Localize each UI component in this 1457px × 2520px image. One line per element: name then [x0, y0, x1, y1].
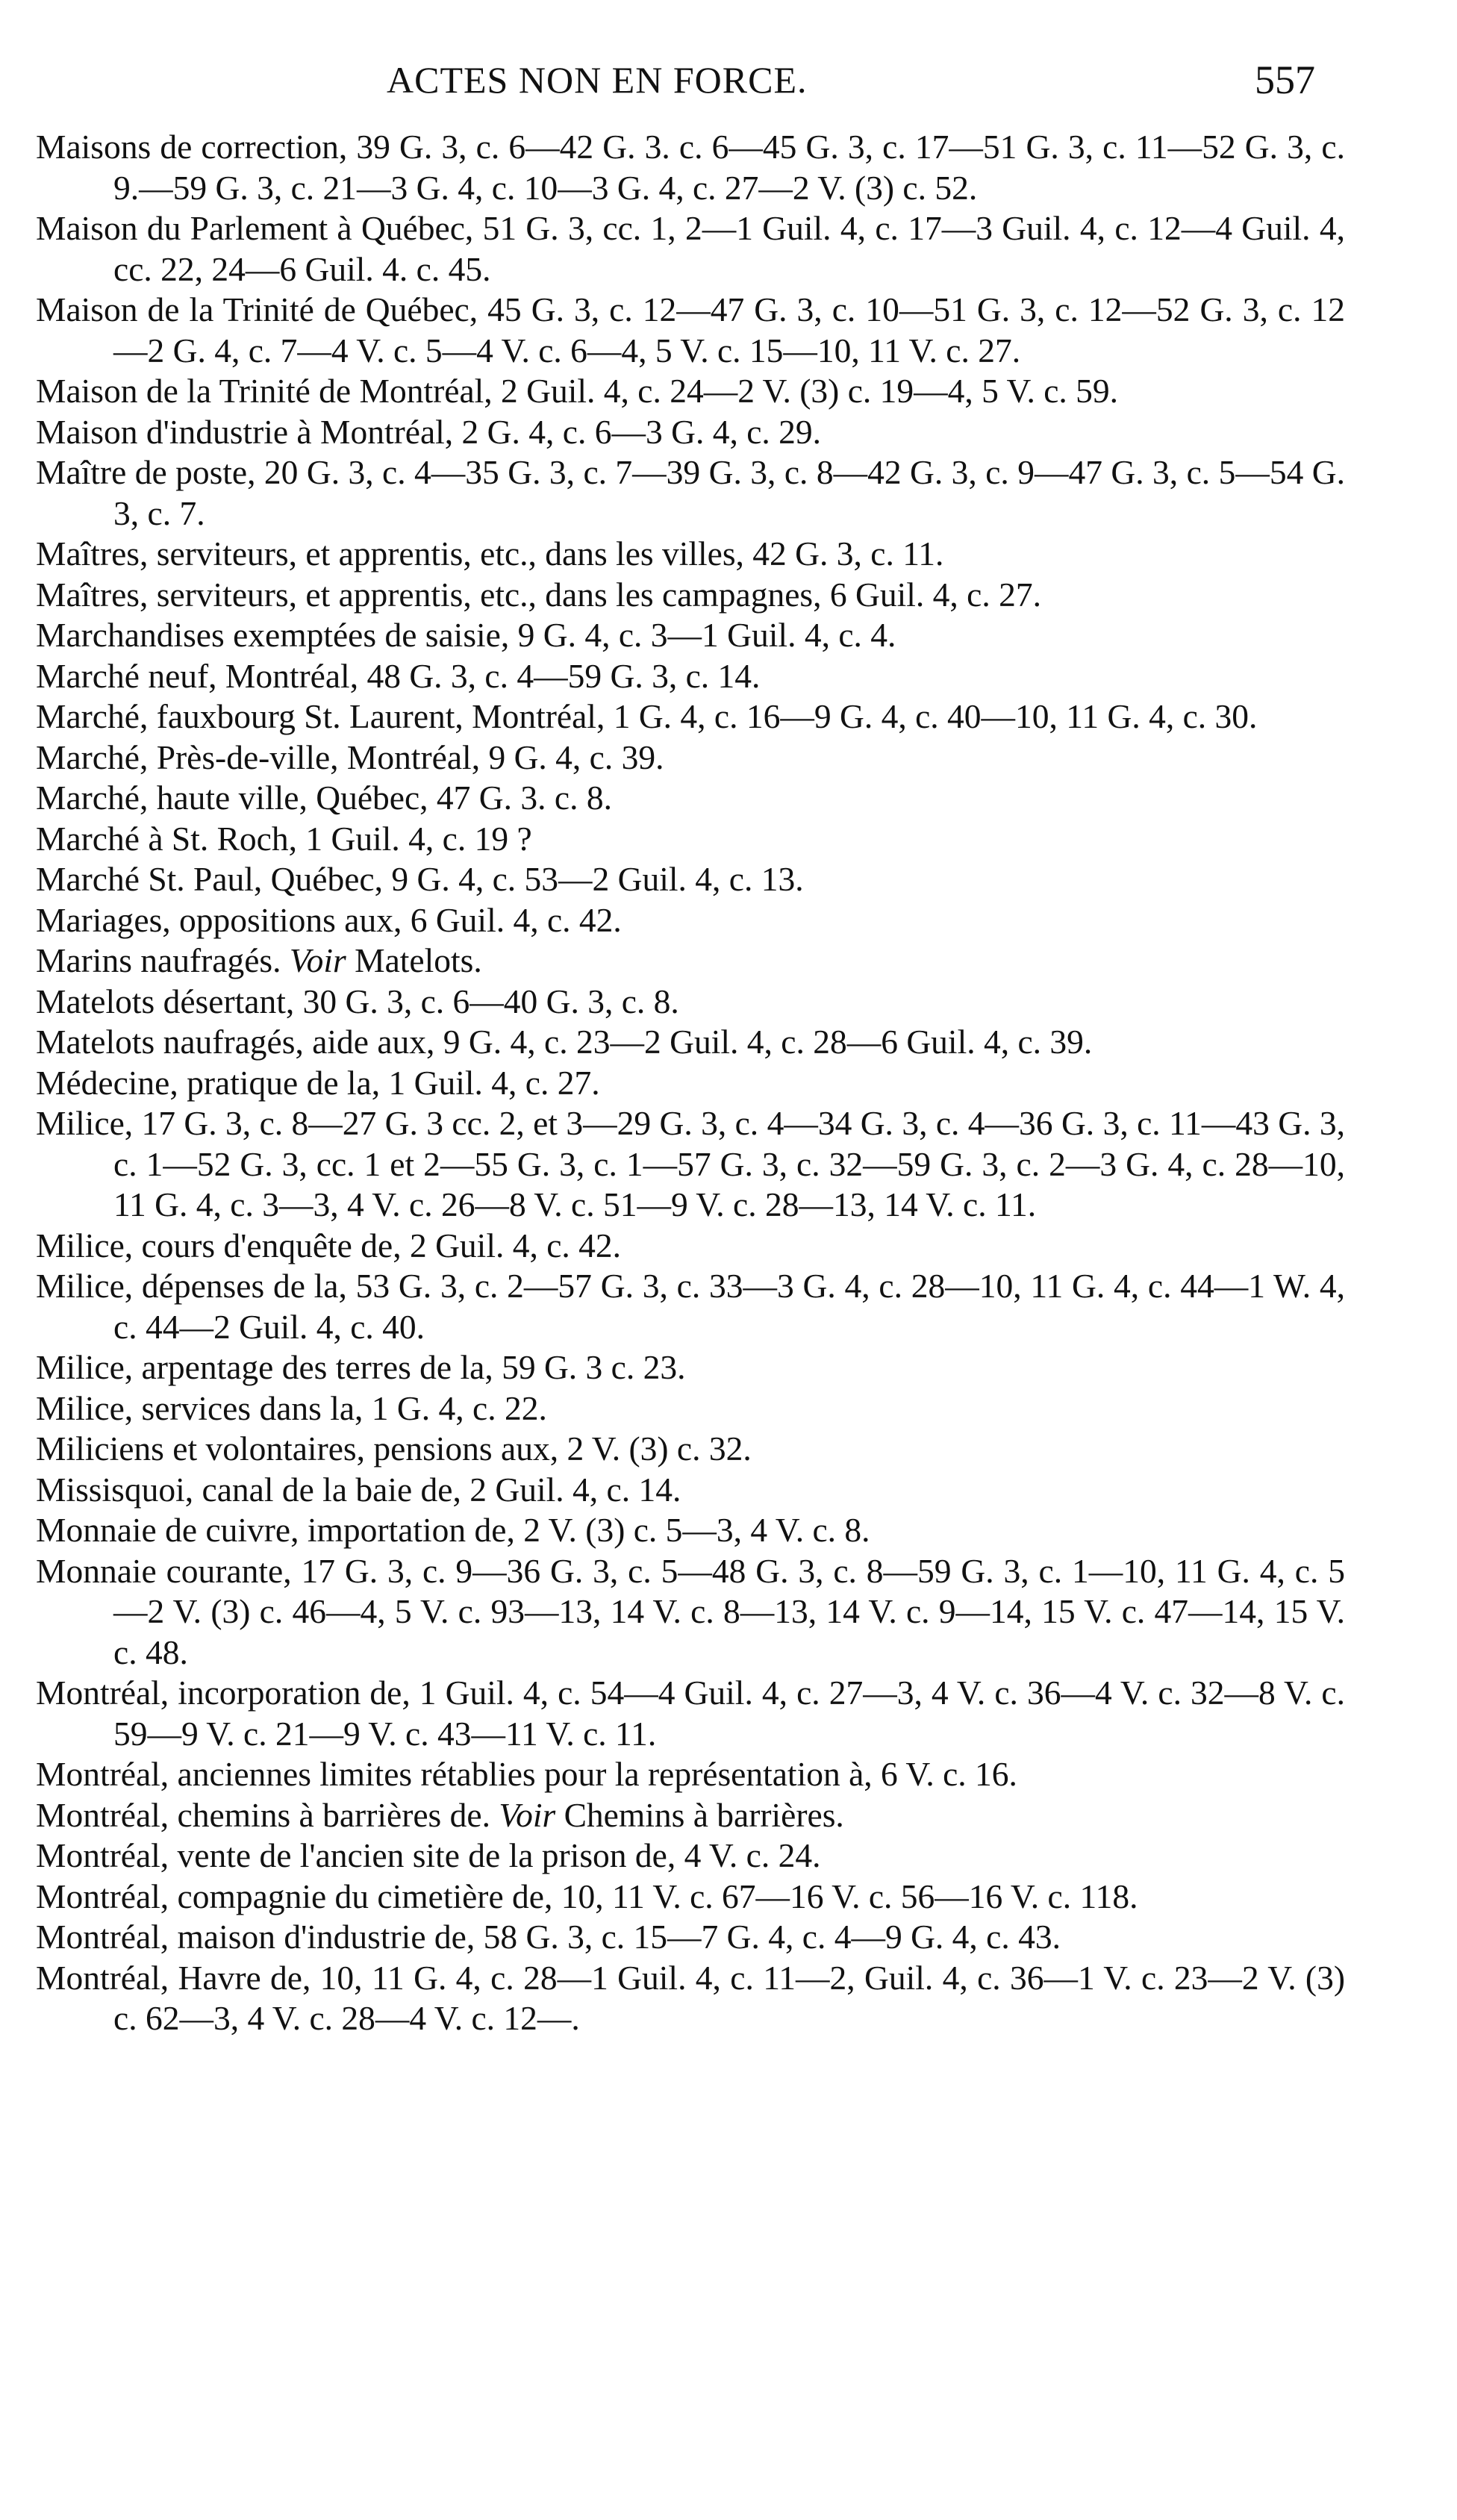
- index-entry: [36, 1510, 1345, 1551]
- index-entry: [36, 1429, 1345, 1470]
- index-entry-text: Marché neuf, Montréal, 48 G. 3, c. 4—59 G. 3, c. 14.: [36, 656, 761, 695]
- index-entry: [36, 900, 1345, 941]
- index-entry-text: Maisons de correction, 39 G. 3, c. 6—42 G. 3. c. 6—45 G. 3, c. 17—51 G. 3, c. 11—52 G. 3, c. 9.—59 G. 3, c. 21—3 G. 4, c. 10—3 G. 4, c. 27—2 V. (3) c. 52.: [36, 128, 1345, 207]
- index-entry-text: Marché, fauxbourg St. Laurent, Montréal, 1 G. 4, c. 16—9 G. 4, c. 40—10, 11 G. 4, c. 30.: [36, 697, 1258, 735]
- running-header: [36, 45, 1345, 127]
- index-entry-text: Missisquoi, canal de la baie de, 2 Guil. 4, c. 14.: [36, 1470, 681, 1509]
- index-entry: [36, 1877, 1345, 1918]
- index-entry: [36, 1836, 1345, 1877]
- index-entry-text: Maison du Parlement à Québec, 51 G. 3, cc. 1, 2—1 Guil. 4, c. 17—3 Guil. 4, c. 12—4 Guil. 4, cc. 22, 24—6 Guil. 4. c. 45.: [36, 209, 1345, 288]
- index-entry: [36, 452, 1345, 534]
- index-entry-text: Milice, 17 G. 3, c. 8—27 G. 3 cc. 2, et 3—29 G. 3, c. 4—34 G. 3, c. 4—36 G. 3, c. 11—43 G. 3, c. 1—52 G. 3, cc. 1 et 2—55 G. 3, c. 1—57 G. 3, c. 32—59 G. 3, c. 2—3 G. 4, c. 28—10, 11 G. 4, c. 3—3, 4 V. c. 26—8 V. c. 51—9 V. c. 28—13, 14 V. c. 11.: [36, 1104, 1345, 1223]
- index-entry: [36, 615, 1345, 656]
- index-entry-text: Maison d'industrie à Montréal, 2 G. 4, c. 6—3 G. 4, c. 29.: [36, 412, 822, 451]
- index-entry: [36, 1917, 1345, 1958]
- index-entry-text: Marins naufragés.: [36, 941, 281, 979]
- index-entry-text: Maîtres, serviteurs, et apprentis, etc., dans les campagnes, 6 Guil. 4, c. 27.: [36, 575, 1041, 614]
- index-entry: [36, 656, 1345, 697]
- index-entry-text: Monnaie de cuivre, importation de, 2 V. (3) c. 5—3, 4 V. c. 8.: [36, 1511, 870, 1549]
- see-reference-target: Chemins à barrières.: [564, 1795, 844, 1834]
- see-reference-label: Voir: [289, 941, 346, 979]
- index-entry-text: Montréal, chemins à barrières de.: [36, 1795, 490, 1834]
- index-entry: [36, 982, 1345, 1023]
- index-entry: [36, 1551, 1345, 1674]
- index-entry-text: Médecine, pratique de la, 1 Guil. 4, c. 27.: [36, 1063, 600, 1102]
- index-entry-text: Mariages, oppositions aux, 6 Guil. 4, c. 42.: [36, 900, 622, 939]
- index-entry: [36, 1022, 1345, 1063]
- index-entry-text: Montréal, anciennes limites rétablies pour la représentation à, 6 V. c. 16.: [36, 1755, 1017, 1793]
- index-entry: [36, 941, 1345, 982]
- index-entry-text: Montréal, vente de l'ancien site de la prison de, 4 V. c. 24.: [36, 1836, 821, 1874]
- index-entry: [36, 208, 1345, 290]
- index-entry: [36, 1063, 1345, 1104]
- see-reference-label: Voir: [499, 1795, 556, 1834]
- running-title: ACTES NON EN FORCE.: [387, 59, 808, 101]
- index-entry-text: Miliciens et volontaires, pensions aux, 2 V. (3) c. 32.: [36, 1429, 752, 1468]
- index-entry-list: [36, 127, 1345, 2039]
- index-entry: [36, 412, 1345, 453]
- index-entry-text: Matelots naufragés, aide aux, 9 G. 4, c. 23—2 Guil. 4, c. 28—6 Guil. 4, c. 39.: [36, 1023, 1093, 1061]
- index-entry-text: Marché, haute ville, Québec, 47 G. 3. c. 8.: [36, 779, 612, 817]
- index-entry: [36, 1347, 1345, 1388]
- index-entry: [36, 1795, 1345, 1836]
- index-entry: [36, 1958, 1345, 2039]
- index-entry: [36, 819, 1345, 860]
- index-entry: [36, 1266, 1345, 1347]
- index-entry-text: Montréal, Havre de, 10, 11 G. 4, c. 28—1 Guil. 4, c. 11—2, Guil. 4, c. 36—1 V. c. 23—2 V. (3) c. 62—3, 4 V. c. 28—4 V. c. 12—.: [36, 1958, 1345, 2037]
- index-entry: [36, 778, 1345, 819]
- index-entry-text: Marché St. Paul, Québec, 9 G. 4, c. 53—2 Guil. 4, c. 13.: [36, 860, 804, 898]
- index-entry: [36, 534, 1345, 575]
- see-reference-target: Matelots.: [355, 941, 482, 979]
- index-entry-text: Marchandises exemptées de saisie, 9 G. 4, c. 3—1 Guil. 4, c. 4.: [36, 616, 896, 654]
- index-entry: [36, 737, 1345, 779]
- index-entry-text: Marché, Près-de-ville, Montréal, 9 G. 4, c. 39.: [36, 737, 664, 776]
- index-entry: [36, 1470, 1345, 1511]
- index-entry-text: Maîtres, serviteurs, et apprentis, etc., dans les villes, 42 G. 3, c. 11.: [36, 534, 944, 573]
- index-entry-text: Marché à St. Roch, 1 Guil. 4, c. 19 ?: [36, 819, 532, 858]
- index-entry-text: Matelots désertant, 30 G. 3, c. 6—40 G. 3, c. 8.: [36, 982, 679, 1020]
- index-entry: [36, 696, 1345, 737]
- index-entry: [36, 1754, 1345, 1795]
- index-entry: [36, 1673, 1345, 1754]
- index-entry-text: Monnaie courante, 17 G. 3, c. 9—36 G. 3, c. 5—48 G. 3, c. 8—59 G. 3, c. 1—10, 11 G. 4, c. 5—2 V. (3) c. 46—4, 5 V. c. 93—13, 14 V. c. 8—13, 14 V. c. 9—14, 15 V. c. 47—14, 15 V. c. 48.: [36, 1551, 1345, 1671]
- index-entry-text: Maison de la Trinité de Québec, 45 G. 3, c. 12—47 G. 3, c. 10—51 G. 3, c. 12—52 G. 3, c. 12—2 G. 4, c. 7—4 V. c. 5—4 V. c. 6—4, 5 V. c. 15—10, 11 V. c. 27.: [36, 290, 1345, 369]
- index-entry: [36, 127, 1345, 208]
- index-entry: [36, 859, 1345, 900]
- index-entry-text: Montréal, incorporation de, 1 Guil. 4, c. 54—4 Guil. 4, c. 27—3, 4 V. c. 36—4 V. c. 32—8 V. c. 59—9 V. c. 21—9 V. c. 43—11 V. c. 11.: [36, 1674, 1345, 1753]
- index-entry-text: Maître de poste, 20 G. 3, c. 4—35 G. 3, c. 7—39 G. 3, c. 8—42 G. 3, c. 9—47 G. 3, c. 5—54 G. 3, c. 7.: [36, 453, 1345, 532]
- index-entry: [36, 290, 1345, 371]
- index-entry: [36, 1388, 1345, 1429]
- page-number: 557: [1255, 57, 1315, 102]
- index-entry: [36, 1226, 1345, 1267]
- index-entry-text: Milice, dépenses de la, 53 G. 3, c. 2—57 G. 3, c. 33—3 G. 4, c. 28—10, 11 G. 4, c. 44—1 W. 4, c. 44—2 Guil. 4, c. 40.: [36, 1267, 1345, 1346]
- index-entry-text: Montréal, maison d'industrie de, 58 G. 3, c. 15—7 G. 4, c. 4—9 G. 4, c. 43.: [36, 1918, 1061, 1956]
- index-entry-text: Montréal, compagnie du cimetière de, 10, 11 V. c. 67—16 V. c. 56—16 V. c. 118.: [36, 1877, 1138, 1915]
- index-entry-text: Maison de la Trinité de Montréal, 2 Guil. 4, c. 24—2 V. (3) c. 19—4, 5 V. c. 59.: [36, 372, 1119, 410]
- index-entry-text: Milice, arpentage des terres de la, 59 G. 3 c. 23.: [36, 1348, 686, 1386]
- index-entry-text: Milice, cours d'enquête de, 2 Guil. 4, c. 42.: [36, 1226, 622, 1264]
- index-entry: [36, 575, 1345, 616]
- index-entry-text: Milice, services dans la, 1 G. 4, c. 22.: [36, 1388, 547, 1427]
- index-entry: [36, 371, 1345, 412]
- index-entry: [36, 1103, 1345, 1226]
